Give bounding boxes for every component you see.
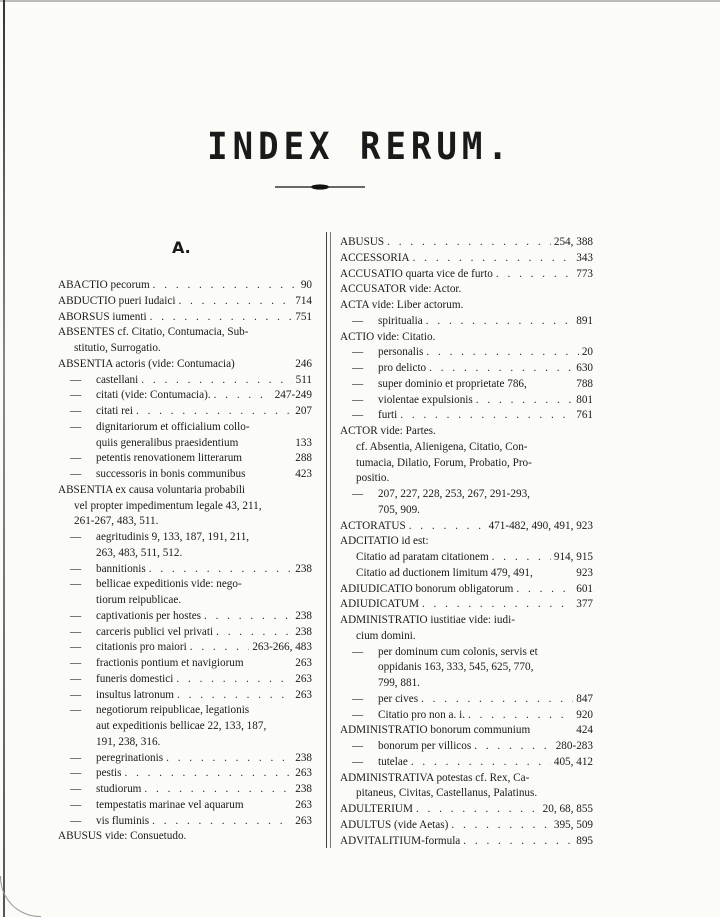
index-entry-label: tiorum reipublicae. [96,594,182,606]
index-entry [58,593,312,609]
sub-entry-dash: — [70,420,82,433]
index-entry-label: Citatio pro non a. i. [378,708,466,721]
index-entry-pages: 471-482, 490, 491, 923 [488,519,593,532]
index-entry [340,660,593,676]
index-entry [340,424,593,440]
index-entry-label: ADMINISTRATIO iustitiae vide: iudi- [340,614,515,626]
dot-leader [413,251,574,267]
index-entry [340,282,593,298]
index-entry [58,483,312,499]
index-entry [58,341,312,357]
index-entry-pages: 423 [295,468,312,480]
sub-entry-dash: — [70,531,82,543]
index-entry-label: ADIUDICATIO bonorum obligatorum [340,582,514,595]
index-entry-label: pitaneus, Civitas, Castellanus, Palatinus. [356,787,538,800]
index-entry-label: ABACTIO pecorum [58,279,150,291]
index-entry-label: oppidanis 163, 333, 545, 625, 770, [378,661,534,674]
sub-entry-dash: — [70,609,82,622]
sub-entry-dash: — [70,452,82,465]
page-title: INDEX RERUM. [207,125,513,169]
index-entry-pages: 263 [295,798,312,811]
index-entry [58,514,312,530]
dot-leader [492,550,551,566]
index-entry [58,499,312,515]
index-entry [58,451,312,467]
index-entry-pages: 801 [576,393,593,406]
right-index-column [340,235,593,849]
index-entry [340,613,593,629]
page-top-edge [0,0,720,2]
index-entry [340,267,593,283]
index-entry [58,640,312,656]
index-entry-pages: 343 [576,251,593,264]
index-entry-label: ACCUSATOR vide: Actor. [340,283,462,296]
sub-entry-dash: — [352,377,364,390]
index-entry [340,834,593,850]
index-entry-label: ADVITALITIUM-formula [340,834,461,847]
index-entry-pages: 788 [576,377,593,390]
index-entry [340,566,593,582]
index-entry-label: 705, 909. [378,503,420,516]
index-entry-pages: 263-266, 483 [252,641,312,654]
dot-leader [152,814,292,830]
sub-entry-dash: — [70,657,82,669]
index-entry [58,625,312,641]
index-entry-label: personalis [378,346,424,359]
index-entry-label: bonorum per villicos [378,740,472,752]
index-entry-pages: 263 [295,814,312,827]
index-entry-pages: 377 [576,598,593,611]
index-entry [58,562,312,578]
index-entry [58,672,312,688]
index-entry [58,829,312,845]
sub-entry-dash: — [352,362,364,374]
dot-leader [468,708,573,724]
index-entry [340,597,593,613]
index-entry-label: cf. Absentia, Alienigena, Citatio, Con- [356,440,528,453]
index-entry [340,377,593,393]
dot-leader [422,597,573,613]
index-entry-pages: 20 [581,346,593,359]
dot-leader [409,519,486,535]
dot-leader [153,278,298,294]
index-entry-label: vis fluminis [96,814,150,827]
index-entry-label: bellicae expeditionis vide: nego- [96,578,242,591]
index-entry [340,503,593,519]
index-entry-label: furti [378,409,398,422]
index-entry [340,534,593,550]
index-entry [58,656,312,672]
index-entry-label: carceris publici vel privati [96,625,214,638]
index-entry [58,357,312,373]
index-entry [340,786,593,802]
index-entry [340,755,593,771]
index-entry [340,771,593,787]
index-entry [340,723,593,739]
index-entry-pages: 395, 509 [553,818,593,831]
index-entry-label: dignitariorum et officialium collo- [96,420,250,433]
index-entry-label: ACTIO vide: Citatio. [340,330,436,343]
index-entry [340,645,593,661]
index-entry-pages: 133 [295,436,312,449]
sub-entry-dash: — [352,645,364,658]
index-entry-label: quiis generalibus praesidentium [96,436,239,449]
index-entry-label: pestis [96,767,122,780]
index-entry-pages: 238 [295,625,312,638]
index-entry-label: ABSENTIA ex causa voluntaria probabili [58,483,246,496]
index-entry-label: ABORSUS iumenti [58,310,147,323]
index-entry [340,802,593,818]
index-entry [58,814,312,830]
index-entry-label: ACTORATUS [340,519,406,532]
index-entry-pages: 751 [295,310,312,323]
index-entry [340,582,593,598]
sub-entry-dash: — [70,562,82,575]
index-entry [340,692,593,708]
index-entry-label: citationis pro maiori [96,641,187,654]
index-entry [58,325,312,341]
index-entry [58,703,312,719]
sub-entry-dash: — [70,688,82,701]
index-entry-label: super dominio et proprietate 786, [378,377,527,390]
index-entry-label: tempestatis marinae vel aquarum [96,798,244,811]
index-entry-label: positio. [356,472,390,485]
index-entry [58,735,312,751]
dot-leader [474,739,552,755]
index-entry [58,688,312,704]
dot-leader [411,755,551,771]
sub-entry-dash: — [352,740,364,752]
index-entry [58,373,312,389]
sub-entry-dash: — [70,767,82,780]
index-entry [340,393,593,409]
index-entry-label: ADULTUS (vide Aetas) [340,818,449,831]
index-entry-label: violentae expulsionis [378,393,473,406]
index-entry-label: studiorum [96,783,142,795]
index-entry [58,719,312,735]
index-entry-pages: 247-249 [274,389,312,402]
index-entry-label: 207, 227, 228, 253, 267, 291-293, [378,488,530,500]
dot-leader [216,625,292,641]
index-entry-label: cium domini. [356,629,416,642]
index-entry-label: ADCITATIO id est: [340,535,429,548]
index-entry-pages: 914, 915 [553,551,593,563]
index-entry-label: castellani [96,373,139,386]
index-entry-label: 799, 881. [378,677,420,689]
index-entry-pages: 630 [576,362,593,374]
index-entry-pages: 424 [576,724,593,737]
index-entry-label: 191, 238, 316. [96,735,161,748]
index-entry-label: 263, 483, 511, 512. [96,546,183,559]
index-entry-pages: 254, 388 [553,236,593,248]
index-entry-pages: 714 [295,294,312,307]
sub-entry-dash: — [352,314,364,327]
index-entry [340,456,593,472]
index-entry-label: citati (vide: Contumacia). [96,389,211,402]
sub-entry-dash: — [70,798,82,811]
column-divider [326,232,331,848]
index-entry-label: funeris domestici [96,672,174,685]
index-entry-pages: 288 [295,452,312,465]
sub-entry-dash: — [70,751,82,764]
index-entry-pages: 601 [576,582,593,595]
index-entry [58,546,312,562]
index-entry [58,420,312,436]
index-entry-label: ACCESSORIA [340,251,410,264]
index-entry-pages: 773 [576,267,593,280]
index-entry [58,467,312,483]
page-corner-curl [0,876,41,917]
index-entry-pages: 207 [295,405,312,417]
index-entry [58,404,312,420]
sub-entry-dash: — [70,468,82,480]
sub-entry-dash: — [70,389,82,402]
index-entry [340,818,593,834]
index-entry-pages: 920 [576,708,593,721]
index-entry [340,519,593,535]
index-entry [340,739,593,755]
dot-leader [387,235,551,251]
sub-entry-dash: — [352,488,364,500]
dot-leader [176,672,292,688]
dot-leader [400,408,573,424]
index-entry [58,388,312,404]
left-index-column [58,278,312,845]
sub-entry-dash: — [352,755,364,768]
index-entry-label: pro delicto [378,362,427,374]
index-entry [58,782,312,798]
index-entry [340,676,593,692]
index-entry [58,278,312,294]
index-entry-label: peregrinationis [96,751,164,764]
sub-entry-dash: — [352,393,364,406]
index-entry [340,550,593,566]
sub-entry-dash: — [352,708,364,721]
dot-leader [149,562,292,578]
dot-leader [426,314,573,330]
index-entry-label: negotiorum reipublicae, legationis [96,704,250,717]
index-entry-label: petentis renovationem litterarum [96,452,243,465]
index-entry-label: ABUSUS vide: Consuetudo. [58,830,187,843]
index-entry-label: fractionis pontium et navigiorum [96,657,244,669]
dot-leader [141,373,292,389]
sub-entry-dash: — [352,692,364,705]
index-entry-label: Citatio ad ductionem limitum 479, 491, [356,566,533,579]
index-entry-label: spiritualia [378,314,423,327]
index-entry-label: ACCUSATIO quarta vice de furto [340,267,493,280]
index-entry-label: ABDUCTIO pueri Iudaici [58,294,176,307]
dot-leader [150,310,293,326]
index-entry-label: tumacia, Dilatio, Forum, Probatio, Pro- [356,456,532,469]
index-entry-pages: 263 [295,672,312,685]
index-entry-label: successoris in bonis communibus [96,468,246,480]
index-entry [340,330,593,346]
dot-leader [136,404,292,420]
index-entry-pages: 238 [295,751,312,764]
index-entry-label: ABSENTES cf. Citatio, Contumacia, Sub- [58,326,249,339]
index-entry-pages: 238 [295,562,312,575]
dot-leader [496,267,573,283]
index-entry-label: Citatio ad paratam citationem [356,551,489,563]
index-entry-label: citati rei [96,405,133,417]
index-entry-label: stitutio, Surrogatio. [74,342,161,354]
dot-leader [463,834,573,850]
index-entry-pages: 90 [300,279,312,291]
dot-leader [416,802,540,818]
index-entry [340,345,593,361]
index-entry-pages: 263 [295,767,312,780]
dot-leader [190,640,250,656]
index-entry-label: per cives [378,692,419,705]
index-entry-pages: 263 [295,688,312,701]
index-entry-pages: 20, 68, 855 [542,803,593,815]
sub-entry-dash: — [70,641,82,654]
index-entry-label: vel propter impedimentum legale 43, 211, [74,499,262,512]
sub-entry-dash: — [70,672,82,685]
dot-leader [476,393,573,409]
index-entry-pages: 238 [295,783,312,795]
sub-entry-dash: — [70,405,82,417]
index-entry-label: aegritudinis 9, 133, 187, 191, 211, [96,531,250,543]
index-entry [340,440,593,456]
dot-leader [124,766,292,782]
index-entry [340,708,593,724]
index-entry-label: ADMINISTRATIVA potestas cf. Rex, Ca- [340,771,530,784]
index-entry-pages: 246 [295,357,312,370]
index-entry-pages: 923 [576,566,593,579]
index-entry [58,577,312,593]
index-entry-label: ACTOR vide: Partes. [340,425,436,437]
dot-leader [144,782,292,798]
sub-entry-dash: — [70,783,82,795]
index-entry [58,751,312,767]
index-entry [340,408,593,424]
index-entry-pages: 238 [295,609,312,622]
dot-leader [516,582,573,598]
index-entry-label: ACTA vide: Liber actorum. [340,299,464,311]
index-entry-label: per dominum cum colonis, servis et [378,645,538,658]
dot-leader [178,294,292,310]
index-entry-label: bannitionis [96,562,146,575]
index-entry [340,471,593,487]
index-entry-pages: 847 [576,692,593,705]
sub-entry-dash: — [70,578,82,591]
index-entry [340,235,593,251]
sub-entry-dash: — [70,373,82,386]
index-entry-label: ADIUDICATUM [340,598,419,611]
dot-leader [429,361,573,377]
index-entry-pages: 405, 412 [553,755,593,768]
index-entry [340,298,593,314]
dot-leader [166,751,292,767]
index-entry [58,766,312,782]
dot-leader [421,692,573,708]
index-entry [58,294,312,310]
sub-entry-dash: — [352,346,364,359]
index-entry-label: aut expeditionis bellicae 22, 133, 187, [96,720,267,732]
index-entry-label: insultus latronum [96,688,175,701]
index-entry-label: ADULTERIUM [340,803,413,815]
dot-leader [426,345,578,361]
dot-leader [204,609,292,625]
sub-entry-dash: — [70,625,82,638]
index-entry [58,530,312,546]
index-entry-label: 261-267, 483, 511. [74,515,159,528]
index-entry [58,798,312,814]
index-entry-label: tutelae [378,755,408,768]
sub-entry-dash: — [352,409,364,422]
index-entry [340,251,593,267]
dot-leader [214,388,272,404]
index-entry-pages: 891 [576,314,593,327]
index-entry-pages: 263 [295,657,312,669]
index-entry [340,487,593,503]
title-ornament-rule [275,184,365,190]
index-entry-label: ADMINISTRATIO bonorum communium [340,724,531,737]
index-entry [58,310,312,326]
index-entry [58,609,312,625]
index-entry [340,629,593,645]
section-letter-heading: A. [172,238,191,257]
index-entry-pages: 511 [295,373,312,386]
sub-entry-dash: — [70,814,82,827]
index-entry [340,361,593,377]
index-entry [340,314,593,330]
index-entry-label: ABUSUS [340,236,385,248]
sub-entry-dash: — [70,704,82,717]
index-entry-label: captivationis per hostes [96,609,202,622]
index-entry-pages: 895 [576,834,593,847]
index-entry [58,436,312,452]
index-entry-pages: 280-283 [555,740,593,752]
index-entry-pages: 761 [576,409,593,422]
index-entry-label: ABSENTIA actoris (vide: Contumacia) [58,357,235,370]
dot-leader [451,818,551,834]
dot-leader [177,688,292,704]
